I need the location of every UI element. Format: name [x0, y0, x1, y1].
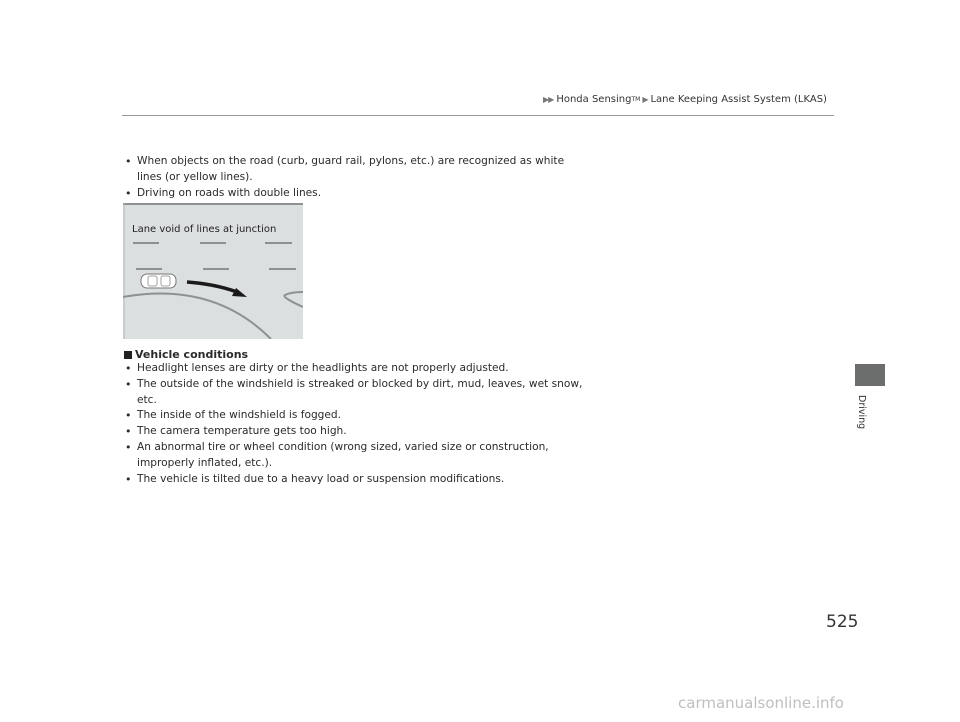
list-item: • Headlight lenses are dirty or the headlights are not properly adjusted.: [124, 361, 584, 377]
section-title: Vehicle conditions: [135, 348, 249, 361]
chapter-tab-marker[interactable]: [855, 364, 885, 386]
list-item: • The camera temperature gets too high.: [124, 424, 584, 440]
illustration-label: Lane void of lines at junction: [132, 224, 277, 235]
list-item: • When objects on the road (curb, guard rail, pylons, etc.) are recognized as white lines (or yellow lines).: [124, 154, 584, 186]
chapter-tab-label: Driving: [856, 395, 867, 430]
breadcrumb-page[interactable]: Lane Keeping Assist System (LKAS): [650, 94, 827, 105]
list-item: • An abnormal tire or wheel condition (wrong sized, varied size or construction, improperly inflated, etc.).: [124, 440, 584, 472]
breadcrumb-section[interactable]: Honda Sensing: [556, 94, 632, 105]
section-square-icon: [124, 351, 132, 359]
list-item: • The outside of the windshield is streaked or blocked by dirt, mud, leaves, wet snow, etc.: [124, 377, 584, 409]
double-arrow-icon: ▶▶: [543, 95, 554, 104]
vehicle-conditions-list: [124, 361, 584, 487]
section-heading: [124, 348, 248, 361]
intro-bullet-list: [124, 154, 584, 201]
list-item: • The inside of the windshield is fogged.: [124, 408, 584, 424]
breadcrumb: [543, 94, 827, 105]
trademark-mark: TM: [631, 96, 641, 103]
list-item: • The vehicle is tilted due to a heavy load or suspension modifications.: [124, 472, 584, 488]
watermark: carmanualsonline.info: [678, 694, 844, 712]
header-divider: [122, 115, 834, 116]
page-number: 525: [826, 612, 859, 632]
arrow-icon: ▶: [642, 95, 649, 104]
list-item: • Driving on roads with double lines.: [124, 186, 584, 202]
car-icon: [141, 274, 176, 288]
